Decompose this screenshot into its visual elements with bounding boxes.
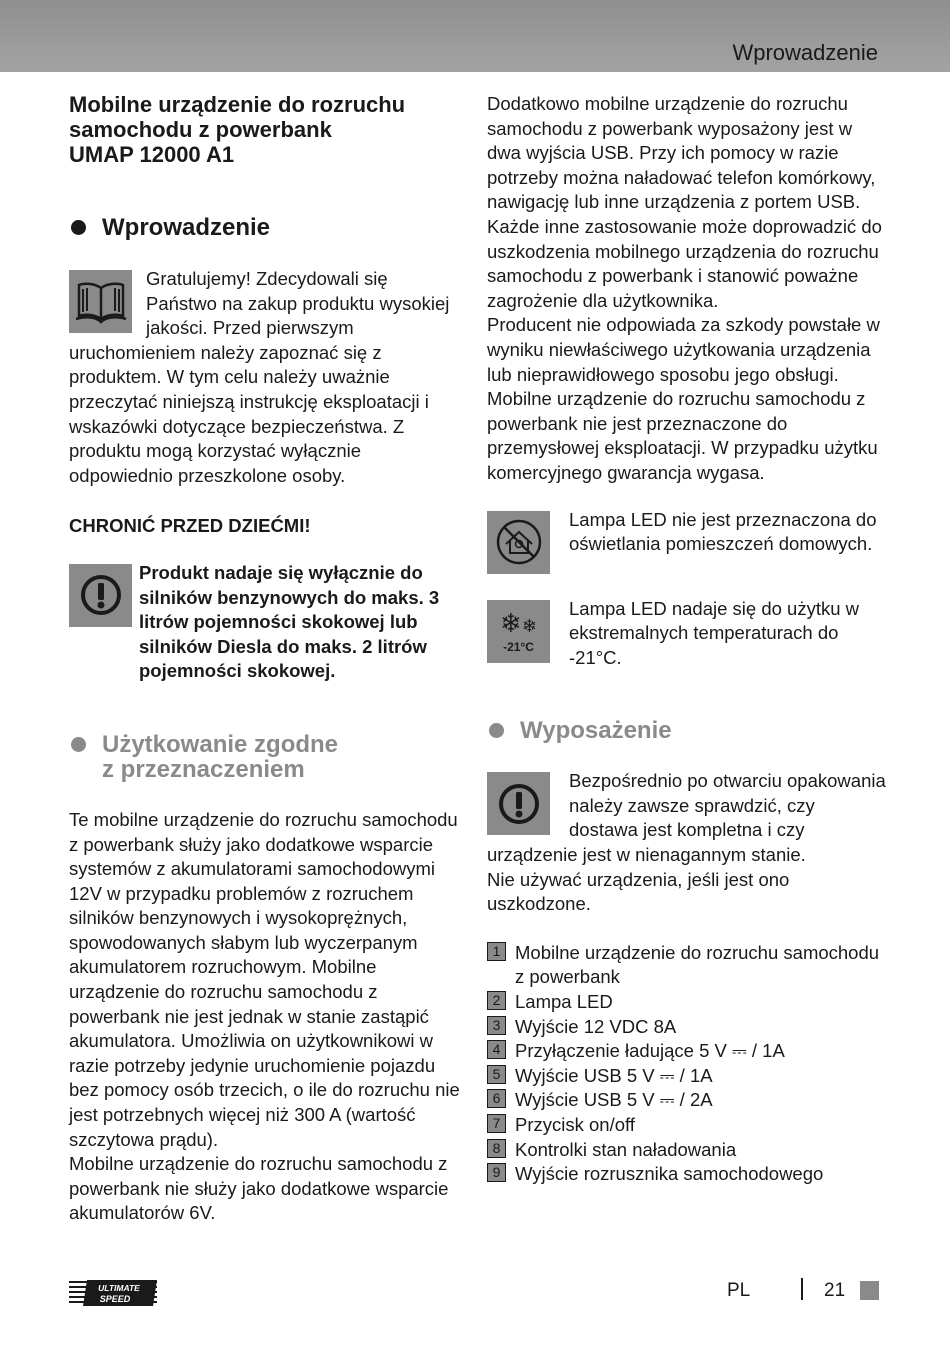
heading-line: Użytkowanie zgodne <box>102 730 339 758</box>
left-column <box>69 92 461 1226</box>
low-temperature-icon <box>487 600 550 663</box>
svg-text:ULTIMATE: ULTIMATE <box>98 1283 140 1293</box>
list-item <box>487 1162 887 1187</box>
item-text: Kontrolki stan naładowania <box>515 1138 737 1160</box>
list-item <box>487 1088 887 1113</box>
document-title-line: UMAP 12000 A1 <box>69 142 235 167</box>
item-text: Wyjście 12 VDC 8A <box>515 1015 677 1037</box>
document-title-line: Mobilne urządzenie do rozruchu <box>69 92 406 117</box>
list-item <box>487 1113 887 1138</box>
heading-text <box>102 732 338 782</box>
list-item <box>487 1138 887 1163</box>
heading-text: Wyposażenie <box>520 717 672 745</box>
list-item <box>487 1015 887 1040</box>
battery-6v-paragraph: Mobilne urządzenie do rozruchu samochodu z powerbank nie służy jako dodatkowe wsparcie akumulatorów 6V. <box>69 1153 449 1224</box>
heading-intended-use <box>69 732 461 782</box>
snowflake-icon: ❄❄ <box>500 607 537 638</box>
bullet-icon <box>71 220 86 235</box>
heading-text: Wprowadzenie <box>102 214 271 241</box>
item-text: Wyjście USB 5 V ⎓ / 2A <box>515 1089 713 1111</box>
document-title-line: samochodu z powerbank <box>69 117 332 142</box>
page-footer <box>0 1276 950 1316</box>
brand-logo <box>69 1279 159 1307</box>
item-text: Mobilne urządzenie do rozruchu samochodu z powerbank <box>515 941 880 988</box>
engine-notice-text: Produkt nadaje się wyłącznie do silników benzynowych do maks. 3 litrów pojemności skokowej lub silników Diesla do maks. 2 litrów pojemności skokowej. <box>139 561 440 682</box>
bullet-icon <box>71 737 86 752</box>
footer-marker-square <box>860 1281 879 1300</box>
liability-paragraph: Producent nie odpowiada za szkody powstałe w wyniku niewłaściwego użytkowania urządzenia lub nieprawidłowego sposobu jego obsługi. <box>487 314 880 385</box>
item-number: 8 <box>487 1139 506 1158</box>
language-code: PL <box>727 1280 751 1301</box>
item-number: 1 <box>487 942 506 961</box>
equipment-list <box>487 941 887 1187</box>
intro-paragraph: Gratulujemy! Zdecydowali się Państwo na zakup produktu wysokiej jakości. Przed pierwszym uruchomieniem należy zapoznać się z produktem. W tym celu należy uważnie przeczytać niniejszą instrukcję eksploatacji i wskazówki dotyczące bezpieczeństwa. Z produktu mogą korzystać wyłącznie odpowiednio przeszkolone osoby. <box>69 268 450 486</box>
running-header: Wprowadzenie <box>732 40 878 65</box>
item-text: Wyjście USB 5 V ⎓ / 1A <box>515 1064 713 1086</box>
warning-exclamation-icon <box>487 772 550 835</box>
led-home-notice <box>487 508 887 574</box>
equipment-check-section <box>487 769 887 917</box>
item-number: 9 <box>487 1163 506 1182</box>
item-text: Przyłączenie ładujące 5 V ⎓ / 1A <box>515 1040 785 1062</box>
children-warning: CHRONIĆ PRZED DZIEĆMI! <box>69 515 311 537</box>
warning-exclamation-icon <box>69 564 132 627</box>
header-bar <box>0 0 950 72</box>
led-home-text: Lampa LED nie jest przeznaczona do oświetlania pomieszczeń domowych. <box>569 508 877 555</box>
misuse-paragraph: Każde inne zastosowanie może doprowadzić do uszkodzenia mobilnego urządzenia do rozruchu samochodu z powerbank i stanowić poważne zagrożenie dla użytkownika. <box>487 215 882 311</box>
list-item <box>487 1064 887 1089</box>
item-text: Lampa LED <box>515 991 613 1013</box>
heading-equipment <box>487 718 887 743</box>
item-number: 2 <box>487 991 506 1010</box>
heading-introduction <box>69 215 461 240</box>
intro-section <box>69 267 461 488</box>
item-number: 7 <box>487 1114 506 1133</box>
item-number: 4 <box>487 1040 506 1059</box>
temperature-label: -21°C <box>503 639 534 654</box>
heading-line: z przeznaczeniem <box>102 755 305 783</box>
led-temperature-text: Lampa LED nadaje się do użytku w ekstremalnych temperaturach do -21°C. <box>569 597 860 668</box>
manual-book-icon <box>69 270 132 333</box>
usb-paragraph: Dodatkowo mobilne urządzenie do rozruchu samochodu z powerbank wyposażony jest w dwa wyjścia USB. Przy ich pomocy w razie potrzeby można naładować telefon komórkowy, nawigację lub inne urządzenia z portem USB. <box>487 93 876 213</box>
item-text: Przycisk on/off <box>515 1114 635 1135</box>
list-item <box>487 941 887 990</box>
right-column <box>487 92 887 1187</box>
page-number: 21 <box>824 1280 846 1301</box>
list-item <box>487 990 887 1015</box>
engine-notice-block <box>69 561 461 684</box>
led-temperature-notice <box>487 597 887 671</box>
svg-text:SPEED: SPEED <box>99 1294 131 1304</box>
no-household-use-icon <box>487 511 550 574</box>
damaged-warning-paragraph: Nie używać urządzenia, jeśli jest ono uszkodzone. <box>487 868 790 915</box>
item-number: 3 <box>487 1016 506 1035</box>
commercial-use-paragraph: Mobilne urządzenie do rozruchu samochodu z powerbank nie jest przeznaczone do przemysłowej eksploatacji. W przypadku użytku komercyjnego gwarancja wygasa. <box>487 388 878 483</box>
footer-divider <box>801 1278 803 1300</box>
bullet-icon <box>489 723 504 738</box>
equipment-check-paragraph: Bezpośrednio po otwarciu opakowania należy zawsze sprawdzić, czy dostawa jest kompletna i czy urządzenie jest w nienagannym stanie. <box>487 770 886 866</box>
item-text: Wyjście rozrusznika samochodowego <box>515 1163 824 1185</box>
intended-use-paragraph: Te mobilne urządzenie do rozruchu samochodu z powerbank służy jako dodatkowe wsparcie systemów z akumulatorami samochodowymi 12V w przypadku problemów z rozruchem silników benzynowych i wysokoprężnych, spowodowanych słabym lub wyczerpanym akumulatorem rozruchowym. Mobilne urządzenie do rozruchu samochodu z powerbank nie jest jednak w stanie zastąpić akumulatora. Umożliwia on użytkownikowi w razie potrzeby jedynie uruchomienie pojazdu bez pomocy osób trzecich, o ile do rozruchu nie jest potrzebnych więcej niż 300 A (wartość szczytowa prądu). <box>69 808 460 1150</box>
list-item <box>487 1039 887 1064</box>
item-number: 6 <box>487 1089 506 1108</box>
document-title <box>69 92 461 167</box>
item-number: 5 <box>487 1065 506 1084</box>
